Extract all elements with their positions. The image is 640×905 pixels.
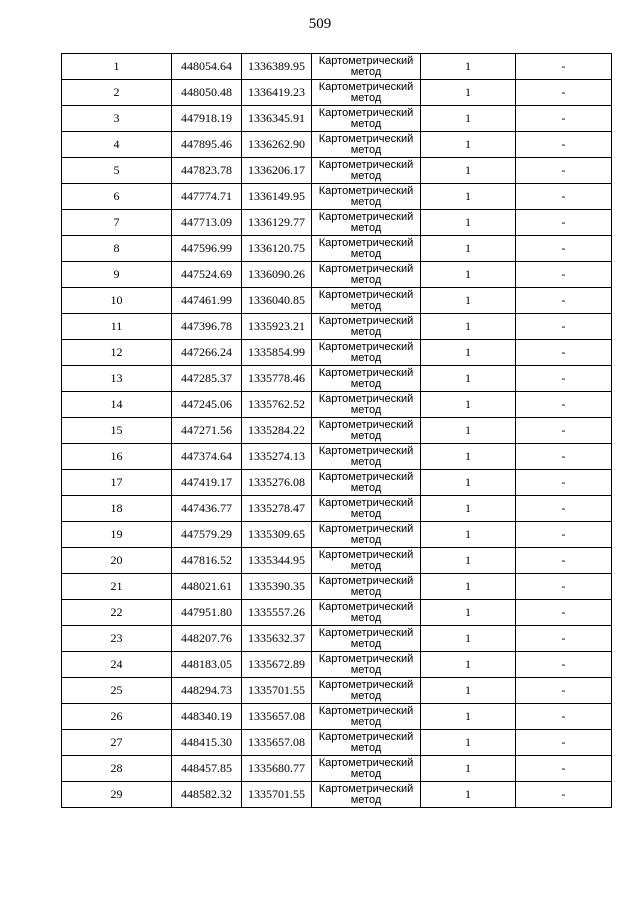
note-value: - [516, 314, 612, 340]
method-line-2: метод [350, 611, 382, 624]
coordinate-x: 447774.71 [172, 184, 242, 210]
note-value: - [516, 184, 612, 210]
method-cell [312, 80, 421, 106]
note-value: - [516, 730, 612, 756]
table-row [62, 54, 612, 80]
coordinate-y: 1335778.46 [242, 366, 312, 392]
coordinate-x: 447816.52 [172, 548, 242, 574]
method-line-2: метод [350, 559, 382, 572]
coordinate-y: 1336120.75 [242, 236, 312, 262]
method-line-1: Картометрический [318, 652, 414, 665]
method-cell [312, 444, 421, 470]
table-row [62, 106, 612, 132]
method-line-1: Картометрический [318, 158, 414, 171]
coordinate-x: 447285.37 [172, 366, 242, 392]
method-cell [312, 314, 421, 340]
point-number: 13 [62, 366, 172, 392]
table-row [62, 600, 612, 626]
note-value: - [516, 470, 612, 496]
accuracy-value: 1 [421, 626, 516, 652]
coordinates-table [61, 53, 612, 808]
point-number: 8 [62, 236, 172, 262]
method-line-2: метод [350, 403, 382, 416]
method-cell [312, 652, 421, 678]
coordinate-x: 447951.80 [172, 600, 242, 626]
point-number: 7 [62, 210, 172, 236]
method-cell [312, 210, 421, 236]
coordinate-x: 448415.30 [172, 730, 242, 756]
method-line-2: метод [350, 741, 382, 754]
method-cell [312, 54, 421, 80]
method-line-2: метод [350, 507, 382, 520]
note-value: - [516, 288, 612, 314]
method-line-1: Картометрический [318, 730, 414, 743]
point-number: 21 [62, 574, 172, 600]
note-value: - [516, 106, 612, 132]
point-number: 18 [62, 496, 172, 522]
method-line-2: метод [350, 637, 382, 650]
table-row [62, 756, 612, 782]
note-value: - [516, 782, 612, 808]
method-cell [312, 262, 421, 288]
table-row [62, 678, 612, 704]
point-number: 14 [62, 392, 172, 418]
method-line-1: Картометрический [318, 236, 414, 249]
coordinate-y: 1336389.95 [242, 54, 312, 80]
table-row [62, 366, 612, 392]
method-cell [312, 158, 421, 184]
method-line-1: Картометрический [318, 184, 414, 197]
method-line-2: метод [350, 351, 382, 364]
accuracy-value: 1 [421, 366, 516, 392]
point-number: 2 [62, 80, 172, 106]
coordinate-y: 1335276.08 [242, 470, 312, 496]
method-line-1: Картометрический [318, 314, 414, 327]
coordinate-y: 1335680.77 [242, 756, 312, 782]
method-line-1: Картометрический [318, 54, 414, 67]
note-value: - [516, 262, 612, 288]
coordinate-x: 448183.05 [172, 652, 242, 678]
table-row [62, 444, 612, 470]
accuracy-value: 1 [421, 522, 516, 548]
coordinate-x: 448582.32 [172, 782, 242, 808]
method-line-2: метод [350, 689, 382, 702]
note-value: - [516, 496, 612, 522]
note-value: - [516, 522, 612, 548]
coordinate-y: 1336129.77 [242, 210, 312, 236]
point-number: 19 [62, 522, 172, 548]
table-row [62, 652, 612, 678]
accuracy-value: 1 [421, 262, 516, 288]
note-value: - [516, 626, 612, 652]
method-line-1: Картометрический [318, 496, 414, 509]
note-value: - [516, 756, 612, 782]
accuracy-value: 1 [421, 470, 516, 496]
coordinate-y: 1336090.26 [242, 262, 312, 288]
table-row [62, 340, 612, 366]
coordinate-y: 1335278.47 [242, 496, 312, 522]
table-row [62, 236, 612, 262]
method-cell [312, 626, 421, 652]
method-cell [312, 678, 421, 704]
accuracy-value: 1 [421, 288, 516, 314]
point-number: 1 [62, 54, 172, 80]
coordinate-x: 448054.64 [172, 54, 242, 80]
method-line-1: Картометрический [318, 600, 414, 613]
method-line-1: Картометрический [318, 210, 414, 223]
table-row [62, 288, 612, 314]
coordinate-y: 1336040.85 [242, 288, 312, 314]
point-number: 26 [62, 704, 172, 730]
table-row [62, 496, 612, 522]
method-line-2: метод [350, 169, 382, 182]
table-row [62, 184, 612, 210]
method-line-2: метод [350, 91, 382, 104]
note-value: - [516, 54, 612, 80]
method-line-2: метод [350, 767, 382, 780]
accuracy-value: 1 [421, 54, 516, 80]
coordinate-x: 447713.09 [172, 210, 242, 236]
table-row [62, 132, 612, 158]
method-line-2: метод [350, 455, 382, 468]
accuracy-value: 1 [421, 548, 516, 574]
method-line-2: метод [350, 325, 382, 338]
accuracy-value: 1 [421, 678, 516, 704]
method-cell [312, 106, 421, 132]
point-number: 11 [62, 314, 172, 340]
table-row [62, 392, 612, 418]
table-row [62, 262, 612, 288]
method-line-1: Картометрический [318, 106, 414, 119]
point-number: 28 [62, 756, 172, 782]
method-line-1: Картометрический [318, 756, 414, 769]
coordinate-x: 447374.64 [172, 444, 242, 470]
coordinate-x: 447266.24 [172, 340, 242, 366]
point-number: 20 [62, 548, 172, 574]
method-line-1: Картометрический [318, 522, 414, 535]
method-line-1: Картометрический [318, 392, 414, 405]
note-value: - [516, 366, 612, 392]
method-line-1: Картометрический [318, 626, 414, 639]
method-line-2: метод [350, 377, 382, 390]
method-cell [312, 548, 421, 574]
accuracy-value: 1 [421, 236, 516, 262]
coordinate-x: 447245.06 [172, 392, 242, 418]
coordinate-x: 447895.46 [172, 132, 242, 158]
table-row [62, 730, 612, 756]
method-line-2: метод [350, 299, 382, 312]
accuracy-value: 1 [421, 80, 516, 106]
point-number: 4 [62, 132, 172, 158]
accuracy-value: 1 [421, 184, 516, 210]
method-line-1: Картометрический [318, 444, 414, 457]
method-line-1: Картометрический [318, 782, 414, 795]
point-number: 16 [62, 444, 172, 470]
method-line-2: метод [350, 481, 382, 494]
note-value: - [516, 704, 612, 730]
method-line-2: метод [350, 663, 382, 676]
table-row [62, 574, 612, 600]
coordinate-x: 448294.73 [172, 678, 242, 704]
table-row [62, 80, 612, 106]
coordinate-x: 447419.17 [172, 470, 242, 496]
method-cell [312, 340, 421, 366]
coordinate-y: 1335701.55 [242, 678, 312, 704]
method-line-1: Картометрический [318, 418, 414, 431]
method-line-1: Картометрический [318, 80, 414, 93]
note-value: - [516, 678, 612, 704]
coordinate-y: 1335854.99 [242, 340, 312, 366]
page-number: 509 [308, 16, 332, 32]
note-value: - [516, 236, 612, 262]
note-value: - [516, 340, 612, 366]
accuracy-value: 1 [421, 600, 516, 626]
method-line-2: метод [350, 117, 382, 130]
coordinate-y: 1335344.95 [242, 548, 312, 574]
point-number: 17 [62, 470, 172, 496]
accuracy-value: 1 [421, 210, 516, 236]
coordinate-y: 1335701.55 [242, 782, 312, 808]
accuracy-value: 1 [421, 158, 516, 184]
table-row [62, 704, 612, 730]
point-number: 6 [62, 184, 172, 210]
note-value: - [516, 392, 612, 418]
method-cell [312, 522, 421, 548]
note-value: - [516, 444, 612, 470]
accuracy-value: 1 [421, 418, 516, 444]
method-cell [312, 756, 421, 782]
method-cell [312, 704, 421, 730]
coordinate-x: 447396.78 [172, 314, 242, 340]
coordinate-x: 447579.29 [172, 522, 242, 548]
method-cell [312, 236, 421, 262]
method-line-2: метод [350, 585, 382, 598]
coordinate-y: 1336419.23 [242, 80, 312, 106]
coordinate-y: 1336345.91 [242, 106, 312, 132]
point-number: 24 [62, 652, 172, 678]
accuracy-value: 1 [421, 496, 516, 522]
coordinate-y: 1335923.21 [242, 314, 312, 340]
method-line-1: Картометрический [318, 548, 414, 561]
coordinate-x: 447436.77 [172, 496, 242, 522]
coordinate-y: 1335657.08 [242, 704, 312, 730]
method-cell [312, 366, 421, 392]
accuracy-value: 1 [421, 574, 516, 600]
point-number: 22 [62, 600, 172, 626]
accuracy-value: 1 [421, 340, 516, 366]
point-number: 12 [62, 340, 172, 366]
coordinate-x: 448207.76 [172, 626, 242, 652]
note-value: - [516, 80, 612, 106]
coordinate-x: 447918.19 [172, 106, 242, 132]
accuracy-value: 1 [421, 314, 516, 340]
coordinate-x: 447823.78 [172, 158, 242, 184]
coordinate-y: 1335390.35 [242, 574, 312, 600]
method-line-2: метод [350, 65, 382, 78]
coordinate-y: 1335557.26 [242, 600, 312, 626]
method-cell [312, 418, 421, 444]
coordinate-y: 1335309.65 [242, 522, 312, 548]
note-value: - [516, 132, 612, 158]
method-line-2: метод [350, 247, 382, 260]
coordinate-x: 447271.56 [172, 418, 242, 444]
table-row [62, 418, 612, 444]
accuracy-value: 1 [421, 652, 516, 678]
method-cell [312, 392, 421, 418]
note-value: - [516, 652, 612, 678]
method-line-2: метод [350, 195, 382, 208]
coordinate-x: 448457.85 [172, 756, 242, 782]
method-cell [312, 184, 421, 210]
point-number: 27 [62, 730, 172, 756]
table-row [62, 470, 612, 496]
point-number: 23 [62, 626, 172, 652]
method-line-2: метод [350, 793, 382, 806]
coordinate-x: 447596.99 [172, 236, 242, 262]
coordinate-x: 448050.48 [172, 80, 242, 106]
note-value: - [516, 210, 612, 236]
coordinate-y: 1336262.90 [242, 132, 312, 158]
coordinate-y: 1335284.22 [242, 418, 312, 444]
method-line-1: Картометрический [318, 678, 414, 691]
note-value: - [516, 574, 612, 600]
coordinate-y: 1335657.08 [242, 730, 312, 756]
point-number: 15 [62, 418, 172, 444]
method-cell [312, 574, 421, 600]
table-row [62, 782, 612, 808]
method-cell [312, 730, 421, 756]
point-number: 3 [62, 106, 172, 132]
coordinate-y: 1335672.89 [242, 652, 312, 678]
accuracy-value: 1 [421, 392, 516, 418]
method-line-2: метод [350, 273, 382, 286]
coordinate-x: 448021.61 [172, 574, 242, 600]
note-value: - [516, 418, 612, 444]
table-row [62, 158, 612, 184]
accuracy-value: 1 [421, 106, 516, 132]
method-line-1: Картометрический [318, 704, 414, 717]
note-value: - [516, 158, 612, 184]
point-number: 5 [62, 158, 172, 184]
accuracy-value: 1 [421, 444, 516, 470]
note-value: - [516, 600, 612, 626]
coordinate-y: 1335632.37 [242, 626, 312, 652]
method-cell [312, 600, 421, 626]
method-line-2: метод [350, 143, 382, 156]
point-number: 29 [62, 782, 172, 808]
table-body [62, 54, 612, 808]
accuracy-value: 1 [421, 704, 516, 730]
method-line-2: метод [350, 221, 382, 234]
method-line-1: Картометрический [318, 366, 414, 379]
coordinate-x: 448340.19 [172, 704, 242, 730]
method-line-1: Картометрический [318, 288, 414, 301]
method-cell [312, 782, 421, 808]
method-cell [312, 470, 421, 496]
table-row [62, 210, 612, 236]
table-row [62, 548, 612, 574]
point-number: 25 [62, 678, 172, 704]
method-cell [312, 132, 421, 158]
table-row [62, 522, 612, 548]
coordinate-y: 1335274.13 [242, 444, 312, 470]
table-row [62, 626, 612, 652]
table-row [62, 314, 612, 340]
coordinate-y: 1336206.17 [242, 158, 312, 184]
method-cell [312, 496, 421, 522]
accuracy-value: 1 [421, 730, 516, 756]
method-line-1: Картометрический [318, 470, 414, 483]
note-value: - [516, 548, 612, 574]
accuracy-value: 1 [421, 782, 516, 808]
method-line-1: Картометрический [318, 340, 414, 353]
accuracy-value: 1 [421, 756, 516, 782]
point-number: 10 [62, 288, 172, 314]
method-line-2: метод [350, 429, 382, 442]
method-line-2: метод [350, 715, 382, 728]
method-line-1: Картометрический [318, 132, 414, 145]
method-line-1: Картометрический [318, 574, 414, 587]
method-cell [312, 288, 421, 314]
point-number: 9 [62, 262, 172, 288]
coordinate-x: 447461.99 [172, 288, 242, 314]
method-line-1: Картометрический [318, 262, 414, 275]
coordinate-y: 1336149.95 [242, 184, 312, 210]
coordinate-y: 1335762.52 [242, 392, 312, 418]
accuracy-value: 1 [421, 132, 516, 158]
coordinate-x: 447524.69 [172, 262, 242, 288]
method-line-2: метод [350, 533, 382, 546]
